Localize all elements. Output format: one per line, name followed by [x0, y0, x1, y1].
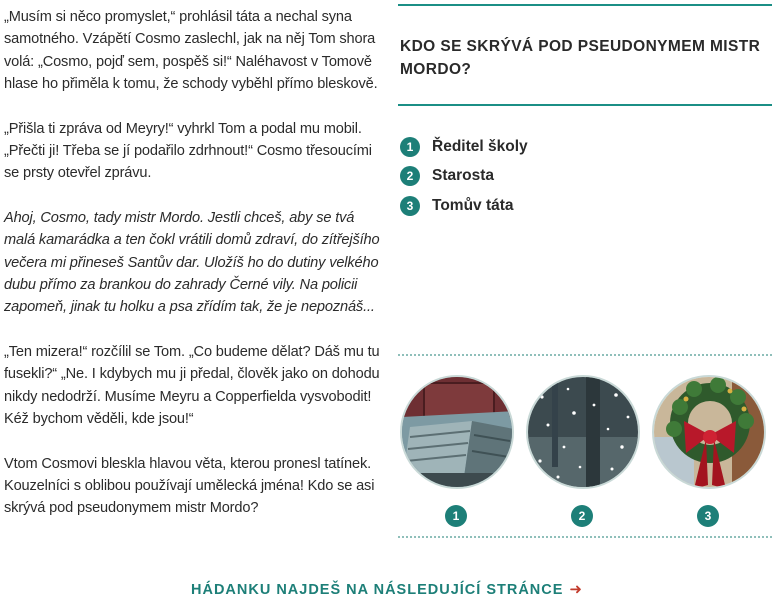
quiz-question: KDO SE SKRÝVÁ POD PSEUDONYMEM MISTR MORDO?: [400, 38, 761, 78]
snowy-night-picture: [526, 375, 640, 489]
number-badge: 2: [400, 166, 420, 186]
number-badge: 1: [400, 137, 420, 157]
picture-number-badge: 1: [445, 505, 467, 527]
pictures-bottom-divider: [398, 536, 772, 538]
story-paragraph: „Ten mizera!“ rozčílil se Tom. „Co budeme dělat? Dáš mu tu fusekli?“ „Ne. I kdybych mu ji předal, člověk jako on dohodu nikdy nedodrží. Musíme Meyru a Copperfielda vysvobodit! Kéž bychom věděli, kde jsou!“: [4, 343, 380, 428]
mordo-message: Ahoj, Cosmo, tady mistr Mordo. Jestli chceš, aby se tvá malá kamarádka a ten čokl vrátili domů zdraví, do zítřejšího večera mi přineseš Santův dar. Uložíš ho do dutiny velkého dubu přímo za brankou do zahrady Černé vily. Na policii zapomeň, jinak tu holku a psa zřídím tak, že je nepoznáš...: [4, 209, 380, 316]
next-page-text: HÁDANKU NAJDEŠ NA NÁSLEDUJÍCÍ STRÁNCE: [191, 582, 564, 598]
arrow-right-icon: ➜: [569, 581, 583, 598]
quiz-option: [400, 162, 528, 192]
number-badge: 3: [400, 196, 420, 216]
quiz-option: [400, 191, 528, 221]
next-page-hint: [0, 580, 774, 598]
option-label: Ředitel školy: [432, 137, 528, 155]
christmas-wreath-picture: [652, 375, 766, 489]
quiz-option: [400, 132, 528, 162]
story-paragraph: „Přišla ti zpráva od Meyry!“ vyhrkl Tom a podal mu mobil. „Přečti ji! Třeba se jí podařilo zdrhnout!“ Cosmo třesoucími se prsty otevřel zprávu.: [4, 120, 372, 182]
quiz-options: [400, 132, 528, 221]
story-text: [4, 6, 382, 542]
picture-clues: [398, 372, 772, 532]
option-label: Starosta: [432, 167, 495, 185]
picture-number-badge: 2: [571, 505, 593, 527]
pictures-top-divider: [398, 354, 772, 356]
picture-number-badge: 3: [697, 505, 719, 527]
wooden-crate-picture: [400, 375, 514, 489]
question-divider: [398, 104, 772, 106]
story-paragraph: „Musím si něco promyslet,“ prohlásil táta a nechal syna samotného. Vzápětí Cosmo zaslechl, jak na něj Tom shora volá: „Cosmo, pojď sem, pospěš si!“ Naléhavost v Tomově hlase ho přiměla k tomu, že schody vyběhl přímo bleskově.: [4, 9, 378, 93]
story-paragraph: Vtom Cosmovi bleskla hlavou věta, kterou pronesl tatínek. Kouzelníci s oblibou používají umělecká jména! Kdo se asi skrývá pod pseudonymem mistr Mordo?: [4, 455, 375, 517]
top-divider: [398, 4, 772, 6]
option-label: Tomův táta: [432, 196, 514, 214]
